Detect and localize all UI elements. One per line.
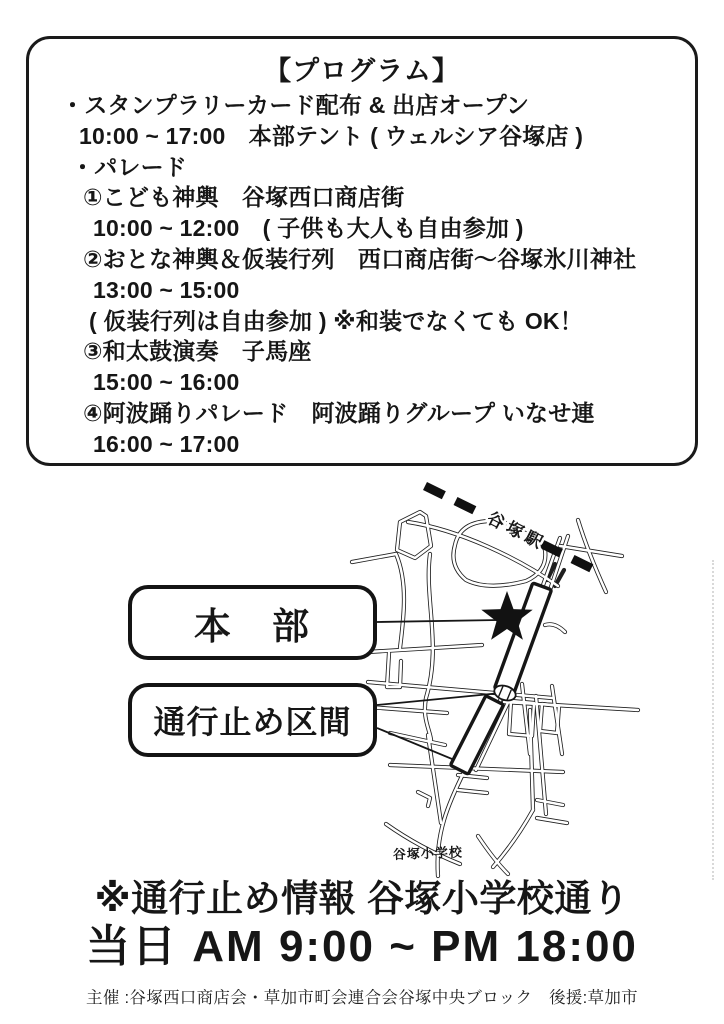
program-line: ④阿波踊りパレード 阿波踊りグループ いなせ連 — [83, 399, 595, 426]
program-line: ②おとな神輿＆仮装行列 西口商店街～谷塚氷川神社 — [83, 245, 637, 272]
station-label: 谷塚駅 — [484, 508, 549, 554]
program-line: ( 仮装行列は自由参加 ) ※和装でなくても OK！ — [89, 307, 583, 334]
program-line: ③和太鼓演奏 子馬座 — [83, 338, 312, 365]
hq-callout-box — [128, 585, 377, 660]
program-panel — [26, 36, 698, 466]
hq-leader-line — [377, 620, 499, 622]
street-map — [90, 474, 650, 880]
street-map-canvas — [90, 474, 650, 880]
hq-callout-label: 本 部 — [194, 605, 311, 647]
closure-section-lower — [450, 696, 503, 775]
closure-notice-line1: ※通行止め情報 谷塚小学校通り — [94, 878, 630, 919]
scan-artifact — [712, 560, 714, 880]
closure-notice-line2: 当日 AM 9:00 ~ PM 18:00 — [86, 922, 638, 971]
program-line: 10:00 ~ 12:00 ( 子供も大人も自由参加 ) — [93, 215, 524, 242]
closure-notice — [0, 876, 724, 972]
program-line: 10:00 ~ 17:00 本部テント ( ウェルシア谷塚店 ) — [79, 122, 584, 149]
program-line: 16:00 ~ 17:00 — [93, 430, 240, 457]
closure-section-upper — [494, 583, 551, 695]
organizer-credits: 主催 :谷塚西口商店会・草加市町会連合会谷塚中央ブロック 後援:草加市 — [86, 989, 638, 1007]
program-schedule-list — [29, 90, 695, 460]
closure-callout-box — [128, 683, 377, 757]
program-line: ①こども神輿 谷塚西口商店街 — [83, 184, 405, 211]
program-line: 13:00 ~ 15:00 — [93, 276, 240, 303]
program-line: ・スタンプラリーカード配布 & 出店オープン — [61, 92, 530, 118]
program-line: 15:00 ~ 16:00 — [93, 369, 240, 396]
school-label: 谷塚小学校 — [392, 844, 464, 862]
closure-callout-label: 通行止め区間 — [153, 704, 352, 740]
program-title: 【プログラム】 — [264, 56, 460, 86]
program-line: ・パレード — [71, 153, 187, 180]
